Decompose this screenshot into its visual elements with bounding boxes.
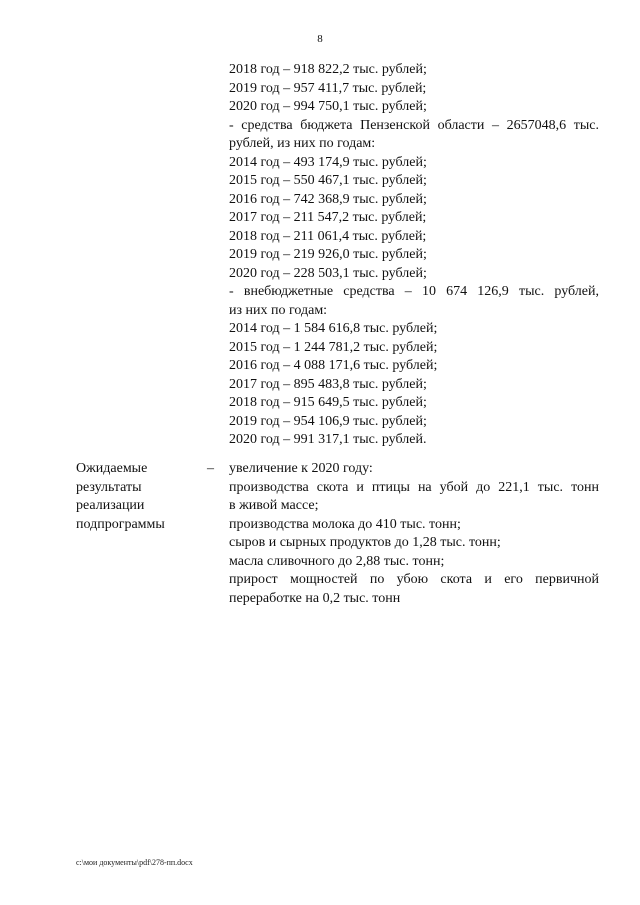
funding-line: 2018 год – 918 822,2 тыс. рублей; (229, 62, 427, 77)
funding-line: из них по годам: (229, 302, 328, 318)
result-line: масла сливочного до 2,88 тыс. тонн; (229, 553, 445, 569)
separator-dash: – (207, 461, 214, 476)
expected-results-label (76, 460, 186, 534)
funding-line: 2017 год – 211 547,2 тыс. рублей; (229, 210, 427, 225)
label-line: результаты (76, 479, 142, 495)
funding-line: 2018 год – 211 061,4 тыс. рублей; (229, 228, 427, 244)
label-line: реализации (76, 498, 145, 513)
funding-line: 2019 год – 957 411,7 тыс. рублей; (229, 80, 427, 96)
expected-results-list (229, 460, 599, 608)
funding-line: 2015 год – 550 467,1 тыс. рублей; (229, 173, 427, 188)
result-line: прирост мощностей по убою скота и его первичной (229, 572, 599, 587)
result-line: сыров и сырных продуктов до 1,28 тыс. тонн; (229, 535, 501, 550)
result-line: производства молока до 410 тыс. тонн; (229, 516, 461, 532)
funding-line: 2014 год – 1 584 616,8 тыс. рублей; (229, 321, 438, 336)
label-line: Ожидаемые (76, 461, 148, 476)
funding-line: 2020 год – 991 317,1 тыс. рублей. (229, 432, 427, 447)
funding-line: - средства бюджета Пензенской области – 2657048,6 тыс. (229, 117, 599, 133)
result-line: переработке на 0,2 тыс. тонн (229, 590, 401, 606)
funding-line: 2018 год – 915 649,5 тыс. рублей; (229, 395, 427, 410)
funding-line: - внебюджетные средства – 10 674 126,9 тыс. рублей, (229, 284, 599, 299)
funding-sources-list (229, 61, 599, 450)
label-line: подпрограммы (76, 516, 165, 532)
funding-line: 2017 год – 895 483,8 тыс. рублей; (229, 376, 427, 392)
result-line: в живой массе; (229, 498, 319, 513)
funding-line: 2020 год – 994 750,1 тыс. рублей; (229, 99, 427, 114)
funding-line: 2020 год – 228 503,1 тыс. рублей; (229, 265, 427, 281)
result-line: производства скота и птицы на убой до 221,1 тыс. тонн (229, 479, 599, 495)
result-line: увеличение к 2020 году: (229, 461, 373, 476)
funding-line: рублей, из них по годам: (229, 136, 376, 151)
page-number: 8 (317, 33, 323, 45)
funding-line: 2016 год – 4 088 171,6 тыс. рублей; (229, 358, 438, 373)
funding-line: 2019 год – 219 926,0 тыс. рублей; (229, 247, 427, 262)
funding-line: 2019 год – 954 106,9 тыс. рублей; (229, 413, 427, 429)
footer-file-path: c:\мои документы\pdf\278-пп.docx (76, 858, 193, 867)
funding-line: 2014 год – 493 174,9 тыс. рублей; (229, 154, 427, 170)
funding-line: 2016 год – 742 368,9 тыс. рублей; (229, 191, 427, 207)
funding-line: 2015 год – 1 244 781,2 тыс. рублей; (229, 339, 438, 355)
